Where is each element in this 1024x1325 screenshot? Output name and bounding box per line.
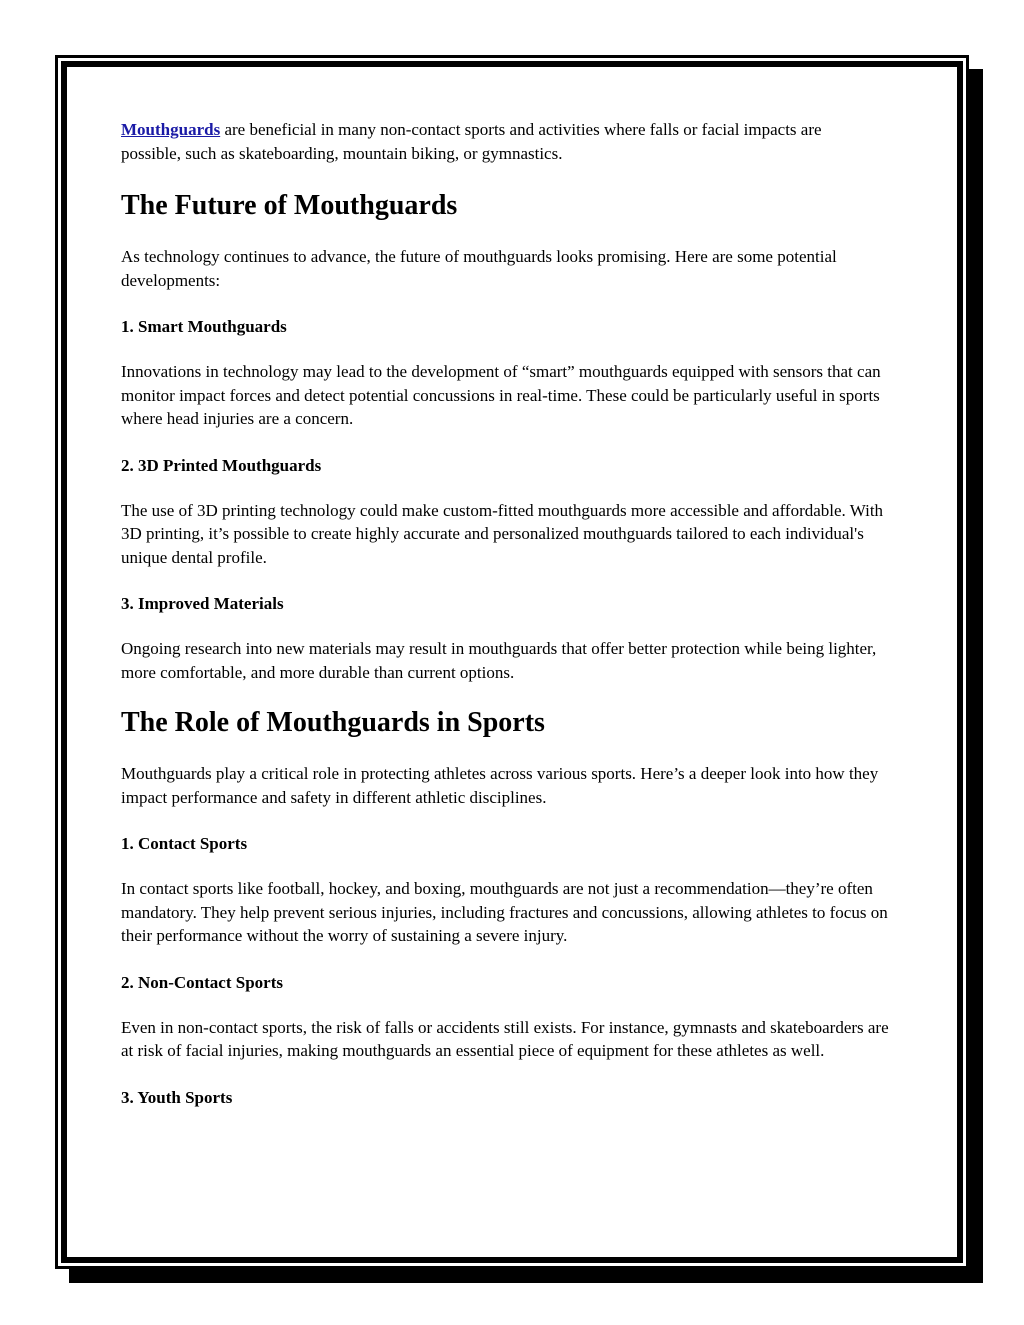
role-intro: Mouthguards play a critical role in protecting athletes across various sports. Here’s a deeper look into how they impact performance and safety in different athletic disciplines. xyxy=(121,764,879,807)
role-item-text: Even in non-contact sports, the risk of falls or accidents still exists. For instance, gymnasts and skateboarders are at risk of facial injuries, making mouthguards an essential piece of equipment for these athletes as well. xyxy=(121,1017,889,1060)
role-item-title: 3. Youth Sports xyxy=(121,1087,233,1107)
future-item-title: 1. Smart Mouthguards xyxy=(121,317,287,336)
role-item-title: 1. Contact Sports xyxy=(121,834,248,853)
future-item-title: 2. 3D Printed Mouthguards xyxy=(121,455,322,475)
document-body xyxy=(121,118,911,1109)
future-item-title: 3. Improved Materials xyxy=(121,594,284,613)
role-item-title: 2. Non-Contact Sports xyxy=(121,972,283,992)
role-heading: The Role of Mouthguards in Sports xyxy=(121,707,545,738)
intro-paragraph xyxy=(121,118,861,165)
role-item-text: In contact sports like football, hockey, and boxing, mouthguards are not just a recommendation—they’re often mandatory. They help prevent serious injuries, including fractures and concussions, allowing athletes to focus on their performance without the worry of sustaining a severe injury. xyxy=(121,879,888,945)
intro-text: are beneficial in many non-contact sports and activities where falls or facial impacts are possible, such as skateboarding, mountain biking, or gymnastics. xyxy=(121,120,822,163)
mouthguards-link[interactable]: Mouthguards xyxy=(121,120,221,139)
future-heading: The Future of Mouthguards xyxy=(121,190,458,221)
future-item-text: Innovations in technology may lead to the development of “smart” mouthguards equipped with sensors that can monitor impact forces and detect potential concussions in real-time. These could be particularly useful in sports where head injuries are a concern. xyxy=(121,362,881,428)
future-item-text: Ongoing research into new materials may result in mouthguards that offer better protection while being lighter, more comfortable, and more durable than current options. xyxy=(121,639,877,682)
future-item-text: The use of 3D printing technology could make custom-fitted mouthguards more accessible and affordable. With 3D printing, it’s possible to create highly accurate and personalized mouthguards tailored to each individual's unique dental profile. xyxy=(121,500,884,567)
future-intro: As technology continues to advance, the future of mouthguards looks promising. Here are some potential developments: xyxy=(121,247,837,290)
